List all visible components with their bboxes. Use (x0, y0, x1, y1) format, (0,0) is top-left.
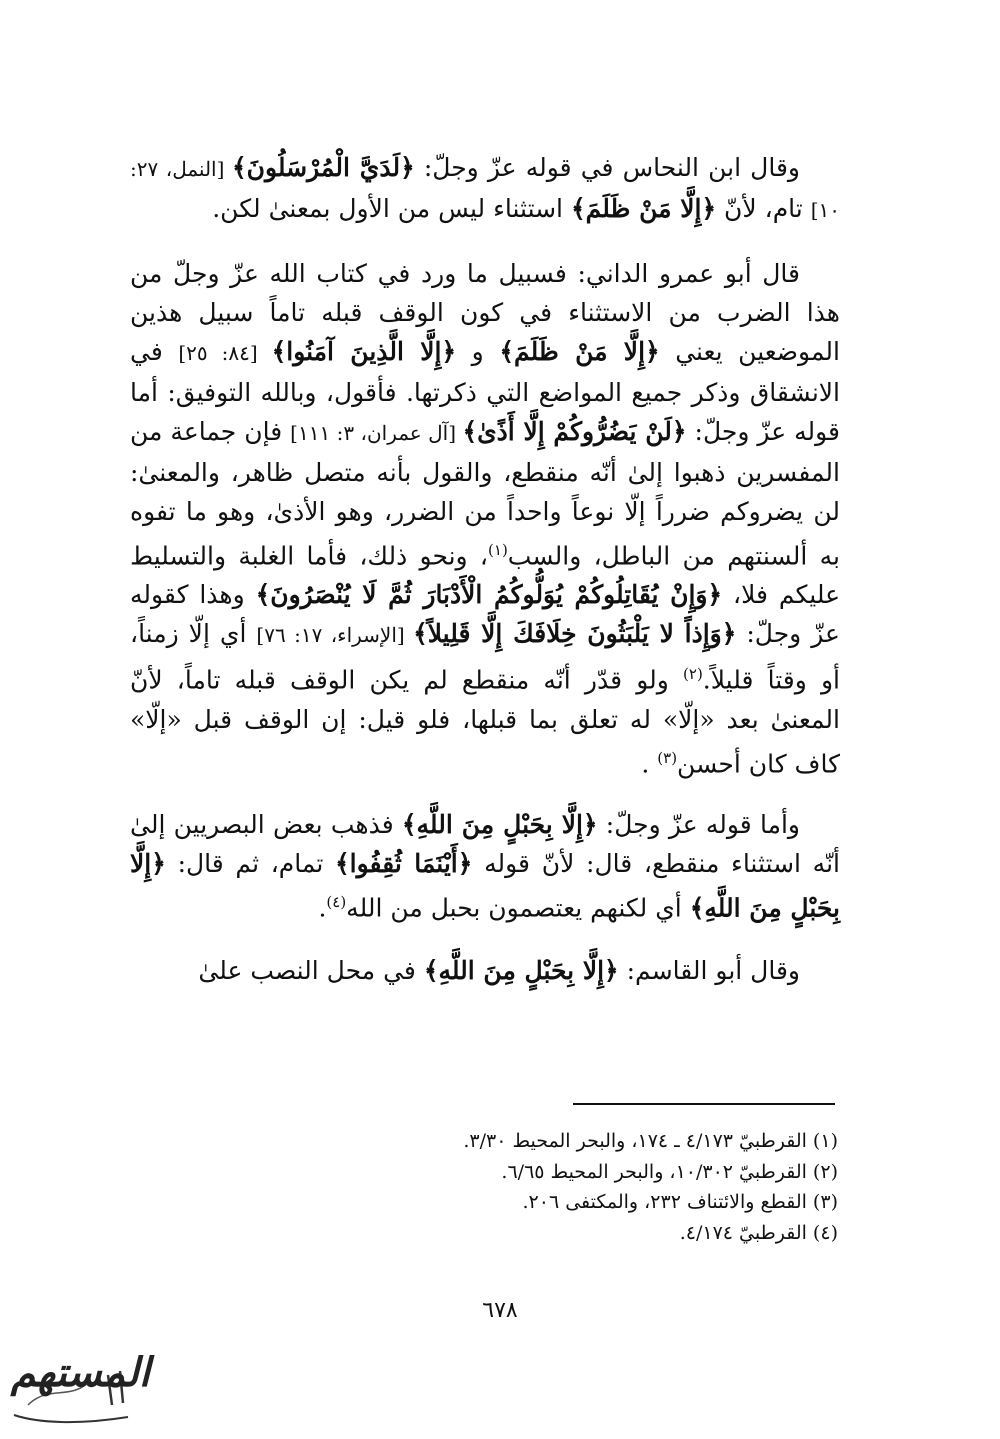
text-segment: قال أبو عمرو الداني: فسبيل ما ورد في كتاب الله عزّ وجلّ من هذا الضرب من الاستثناء في كون الوقف قبله تاماً سبيل هذين الموضعين يعني (130, 259, 840, 366)
verse-reference: [الإسراء، ١٧: ٧٦] (256, 623, 414, 648)
footnote-marker: (٢) (683, 665, 703, 684)
footnote-marker: (٤) (326, 892, 347, 911)
quran-verse: ﴿إِلَّا الَّذِينَ آمَنُوا﴾ (271, 337, 457, 366)
text-segment: وقال ابن النحاس في قوله عزّ وجلّ: (414, 153, 800, 182)
text-segment: وهذا كقوله عزّ وجلّ: (130, 580, 840, 649)
quran-verse: ﴿إِلَّا مَنْ ظَلَمَ﴾ (570, 194, 717, 223)
verse-reference: [آل عمران، ٣: ١١١] (290, 421, 463, 445)
quran-verse: ﴿إِلَّا بِحَبْلٍ مِنَ اللَّهِ﴾ (130, 848, 840, 923)
paragraph (130, 254, 840, 783)
text-segment: استثناء ليس من الأول بمعنىٰ لكن. (212, 194, 571, 223)
quran-verse: ﴿لَنْ يَضُرُّوكُمْ إِلَّا أَذًىٰ﴾ (462, 417, 687, 446)
paragraph (130, 951, 840, 990)
text-segment: وقال أبو القاسم: (618, 956, 800, 986)
publisher-logo (8, 1345, 158, 1430)
footnote-separator (573, 1103, 835, 1105)
main-text (130, 148, 840, 1014)
text-segment: تام، لأنّ (716, 194, 811, 223)
text-segment: . (318, 893, 327, 923)
paragraph (130, 148, 840, 230)
footnote-2: (٢) القرطبيّ ١٠/٣٠٢، والبحر المحيط ٦/٦٥. (501, 1160, 838, 1183)
text-segment: . (641, 748, 658, 778)
quran-verse: ﴿إِلَّا بِحَبْلٍ مِنَ اللَّهِ﴾ (423, 956, 619, 986)
quran-verse: ﴿أَيْنَمَا ثُقِفُوا﴾ (335, 848, 473, 878)
footnote-marker: (٣) (657, 748, 678, 767)
footnote-1: (١) القرطبيّ ٤/١٧٣ ـ ١٧٤، والبحر المحيط ٣/٣٠. (463, 1130, 838, 1152)
footnote-marker: (١) (488, 541, 508, 559)
text-segment: و (456, 337, 500, 366)
text-segment: فإن جماعة من المفسرين ذهبوا إلىٰ أنّه منقطع، والقول بأنه متصل ظاهر، والمعنىٰ: لن يضروكم ضرراً إلّا نوعاً واحداً من الضرر، وهو الأذىٰ، وهو ما تفوه به ألسنتهم من الباطل، والسب (130, 417, 841, 571)
text-segment: ، ونحو ذلك، فأما الغلبة والتسليط عليكم فلا، (130, 541, 841, 610)
footnote-4: (٤) القرطبيّ ٤/١٧٤. (679, 1221, 838, 1244)
text-segment: أي إلّا زمناً، أو وقتاً قليلاً. (130, 619, 840, 695)
text-segment: تمام، ثم قال: (165, 848, 336, 878)
footnote-3: (٣) القطع والائتناف ٢٣٢، والمكتفى ٢٠٦. (522, 1191, 838, 1213)
verse-reference: [النمل، ٢٧: ١٠] (130, 157, 840, 222)
text-segment: في الانشقاق وذكر جميع المواضع التي ذكرتها. فأقول، وبالله التوفيق: أما قوله عزّ وجلّ: (130, 337, 840, 446)
text-segment: في محل النصب علىٰ (198, 956, 424, 986)
quran-verse: ﴿لَدَيَّ الْمُرْسَلُونَ﴾ (231, 153, 415, 182)
quran-verse: ﴿وَإِذاً لا يَلْبَثُونَ خِلَافَكَ إِلَّا قَلِيلاً﴾ (413, 619, 737, 649)
footnotes (300, 1126, 838, 1248)
quran-verse: ﴿إِلَّا بِحَبْلٍ مِنَ اللَّهِ﴾ (401, 809, 598, 839)
text-segment: أي لكنهم يعتصمون بحبل من الله (346, 893, 690, 923)
text-segment: وأما قوله عزّ وجلّ: (597, 809, 800, 839)
quran-verse: ﴿وَإِنْ يُقَاتِلُوكُمْ يُوَلُّوكُمُ الْأَدْبَارَ ثُمَّ لَا يُنْصَرُونَ﴾ (255, 580, 723, 610)
text-segment: فذهب بعض البصريين إلىٰ أنّه استثناء منقطع، قال: لأنّ قوله (130, 809, 840, 878)
text-segment: ولو قدّر أنّه منقطع لم يكن الوقف قبله تاماً، لأنّ المعنىٰ بعد «إلّا» له تعلق بما قبلها، فلو قيل: إن الوقف قبل «إلّا» كاف كان أحسن (130, 665, 840, 778)
paragraph (130, 805, 840, 927)
quran-verse: ﴿إِلَّا مَنْ ظَلَمَ﴾ (499, 337, 660, 366)
verse-reference: [٨٤: ٢٥] (178, 341, 272, 365)
logo-text: المستهم (10, 1349, 150, 1396)
page-number: ٦٧٨ (482, 1298, 518, 1323)
